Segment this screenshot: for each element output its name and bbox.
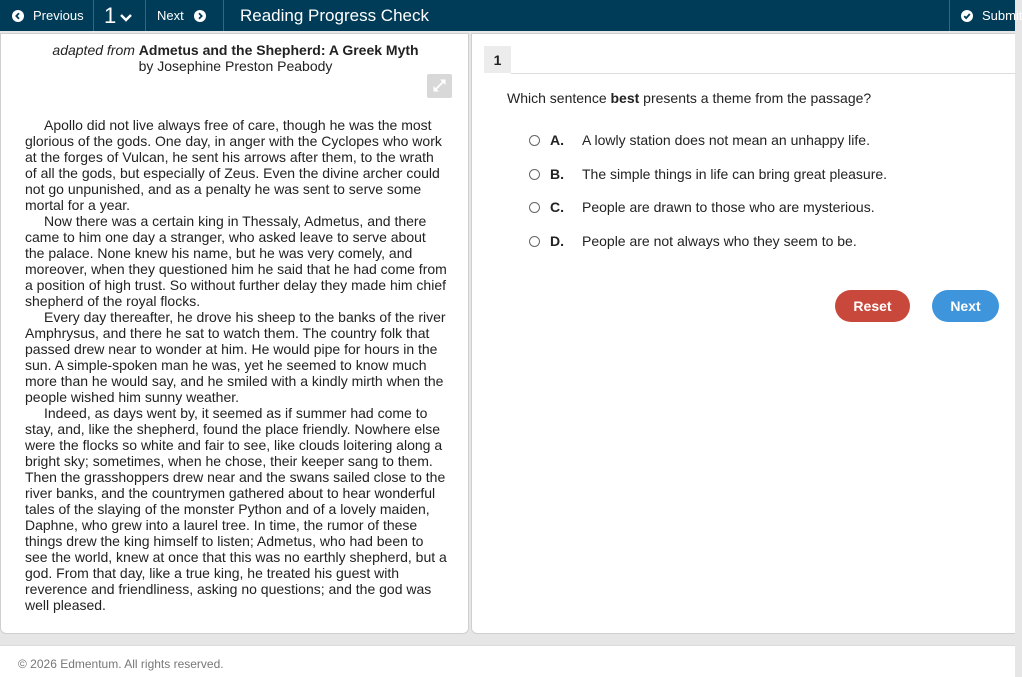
radio-button[interactable] xyxy=(529,202,540,213)
question-panel xyxy=(471,33,1015,634)
previous-label: Previous xyxy=(33,8,84,23)
stem-text-before: Which sentence xyxy=(507,90,611,106)
check-circle-icon xyxy=(961,10,973,22)
passage-panel xyxy=(0,33,469,634)
reset-button[interactable]: Reset xyxy=(835,290,910,322)
question-number-badge: 1 xyxy=(484,46,511,73)
choice-b[interactable] xyxy=(529,165,888,183)
question-stem xyxy=(507,90,871,106)
chevron-right-circle-icon xyxy=(194,10,206,22)
passage-byline: by Josephine Preston Peabody xyxy=(138,58,333,74)
page-title: Reading Progress Check xyxy=(240,5,429,25)
passage-paragraph: Apollo did not live always free of care, though he was the most glorious of the gods. One day, in anger with the Cyclopes who work at the forges of Vulcan, he sent his arrows after them, to the wrath of all the gods, but especially of Zeus. Even the divine archer could not go unpunished, and as a penalty he was sent to serve some mortal for a year. xyxy=(25,117,442,213)
adapted-from-label: adapted from xyxy=(52,42,135,58)
passage-source xyxy=(1,42,470,74)
choice-letter: D. xyxy=(550,233,564,249)
chevron-down-icon xyxy=(119,13,133,23)
previous-button[interactable] xyxy=(12,0,84,31)
copyright-text: © 2026 Edmentum. All rights reserved. xyxy=(18,657,224,671)
question-selector[interactable] xyxy=(104,0,133,31)
choice-text: A lowly station does not mean an unhappy life. xyxy=(582,132,870,148)
choice-c[interactable] xyxy=(529,198,875,216)
choice-text: People are not always who they seem to be. xyxy=(582,233,857,249)
question-number: 1 xyxy=(104,2,117,28)
passage-title: Admetus and the Shepherd: A Greek Myth xyxy=(138,42,419,58)
footer xyxy=(0,645,1015,677)
radio-button[interactable] xyxy=(529,169,540,180)
stem-text-after: presents a theme from the passage? xyxy=(639,90,872,106)
passage-title-line xyxy=(1,42,470,58)
question-next-button[interactable]: Next xyxy=(932,290,999,322)
toolbar-divider xyxy=(949,0,950,31)
passage-paragraph: Indeed, as days went by, it seemed as if summer had come to stay, and, like the shepherd, found the place friendly. Nowhere else were the flocks so white and fair to see, like clouds loitering along a bright sky; sometimes, when he chose, their keeper sang to them. Then the grasshoppers drew near and the swans sailed close to the river banks, and the countrymen gathered about to hear wonderful tales of the slaying of the monster Python and of a lovely maiden, Daphne, who grew into a laurel tree. In time, the rumor of these things drew the king himself to listen; Admetus, who had been to see the world, knew at once that this was no earthly shepherd, but a god. From that day, like a true king, he treated his guest with reverence and friendliness, asking no questions; and the god was well pleased. xyxy=(25,405,447,613)
toolbar-divider xyxy=(93,0,94,31)
next-button[interactable] xyxy=(157,0,206,31)
stem-emphasis: best xyxy=(610,90,640,106)
toolbar-divider xyxy=(223,0,224,31)
passage-text xyxy=(25,117,447,613)
choice-a[interactable] xyxy=(529,131,870,149)
choice-letter: C. xyxy=(550,199,564,215)
radio-button[interactable] xyxy=(529,236,540,247)
passage-paragraph: Now there was a certain king in Thessaly, Admetus, and there came to him one day a stranger, who asked leave to serve about the palace. None knew his name, but he was very comely, and moreover, when they questioned him he said that he had come from a position of high trust. So without further delay they made him chief shepherd of the royal flocks. xyxy=(25,213,447,309)
choice-letter: A. xyxy=(550,132,564,148)
expand-button[interactable] xyxy=(427,74,452,98)
submit-label: Submit xyxy=(982,8,1022,23)
submit-button[interactable] xyxy=(961,0,1022,31)
choice-text: People are drawn to those who are mysterious. xyxy=(582,199,875,215)
toolbar-divider xyxy=(145,0,146,31)
choice-text: The simple things in life can bring great pleasure. xyxy=(582,166,888,182)
choice-letter: B. xyxy=(550,166,564,182)
radio-button[interactable] xyxy=(529,135,540,146)
passage-paragraph: Every day thereafter, he drove his sheep to the banks of the river Amphrysus, and there he sat to watch them. The country folk that passed drew near to wonder at him. He would pipe for hours in the sun. A simple-spoken man he was, yet he seemed to know much more than he would say, and he smiled with a kindly mirth when the people wished him sunny weather. xyxy=(25,309,446,405)
expand-arrows-icon xyxy=(427,74,452,98)
chevron-left-circle-icon xyxy=(12,10,24,22)
question-divider xyxy=(511,73,1016,74)
top-toolbar xyxy=(0,0,1022,31)
choice-d[interactable] xyxy=(529,232,857,250)
next-label: Next xyxy=(157,8,184,23)
